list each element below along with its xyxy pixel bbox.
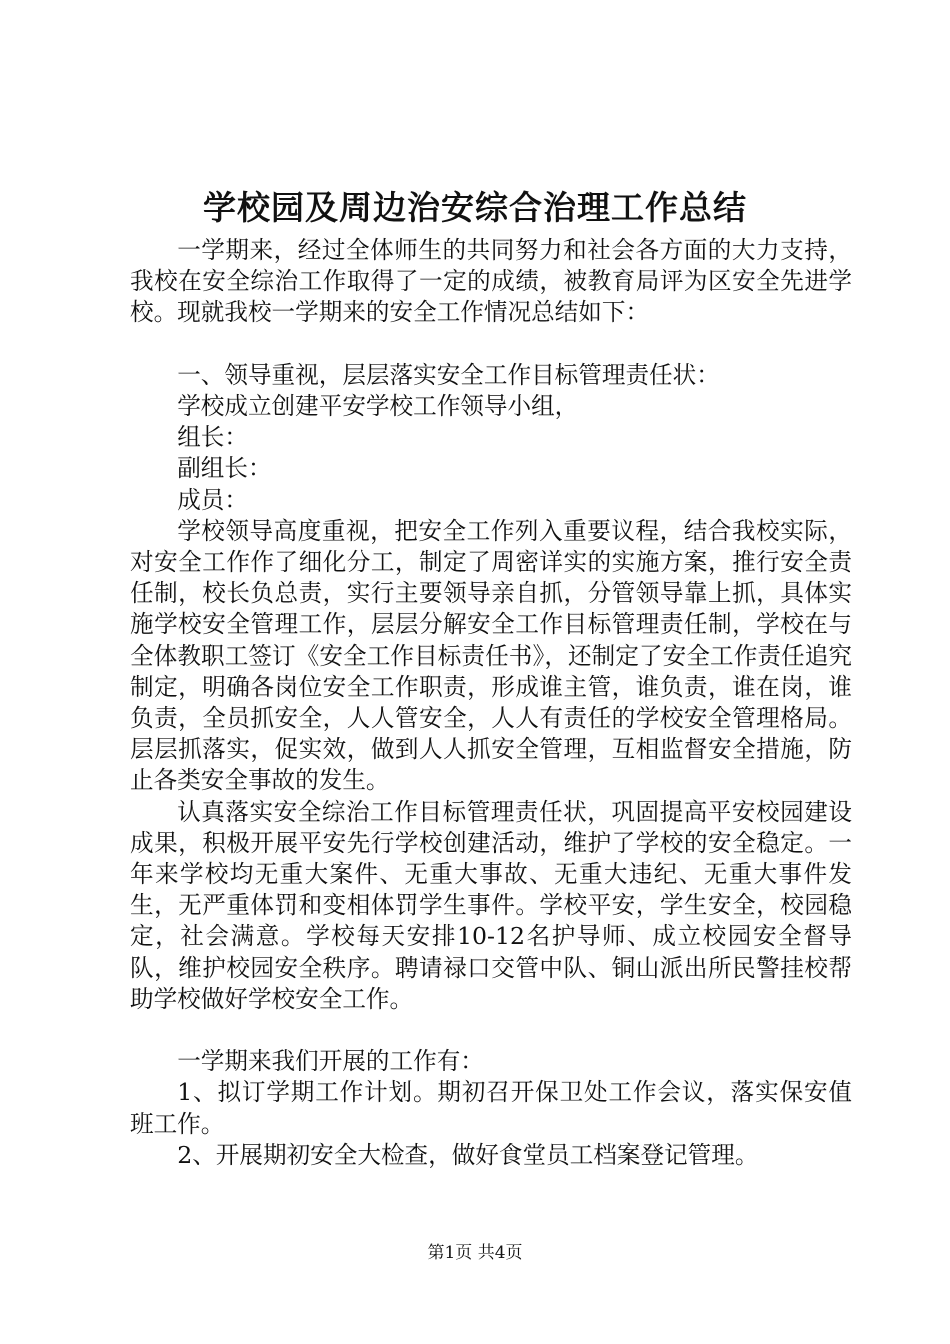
body-paragraph: 认真落实安全综治工作目标管理责任状，巩固提高平安校园建设成果，积极开展平安先行学校创建活动，维护了学校的安全稳定。一年来学校均无重大案件、无重大事故、无重大违纪、无重大事件发生，无严重体罚和变相体罚学生事件。学校平安，学生安全，校园稳定，社会满意。学校每天安排10-12名护导师、成立校园安全督导队，维护校园安全秩序。聘请禄口交管中队、铜山派出所民警挂校帮助学校做好学校安全工作。 [130,797,852,1013]
work-list-heading: 一学期来我们开展的工作有： [177,1047,484,1076]
paragraph-spacer [130,1015,852,1046]
section-heading: 一、领导重视，层层落实安全工作目标管理责任状： [177,360,720,389]
work-list-item: 1、拟订学期工作计划。期初召开保卫处工作会议，落实保安值班工作。 [130,1078,852,1138]
leadership-group-line: 学校成立创建平安学校工作领导小组， [177,392,579,420]
paragraph-spacer [130,329,852,360]
body-paragraph: 学校领导高度重视，把安全工作列入重要议程，结合我校实际，对安全工作作了细化分工，制定了周密详实的实施方案，推行安全责任制，校长负总责，实行主要领导亲自抓，分管领导靠上抓，具体实施学校安全管理工作，层层分解安全工作目标管理责任制，学校在与全体教职工签订《安全工作目标责任书》，还制定了安全工作责任追究制定，明确各岗位安全工作职责，形成谁主管，谁负责，谁在岗，谁负责，全员抓安全，人人管安全，人人有责任的学校安全管理格局。层层抓落实，促实效，做到人人抓安全管理，互相监督安全措施，防止各类安全事故的发生。 [130,516,852,795]
deputy-leader-line: 副组长： [177,454,272,483]
page-number-footer: 第1页 共4页 [427,1243,523,1263]
document-body [130,235,852,1171]
group-leader-line: 组长： [177,423,248,452]
members-line: 成员： [177,485,248,514]
work-list-item: 2、开展期初安全大检查，做好食堂员工档案登记管理。 [177,1140,759,1169]
intro-paragraph: 一学期来，经过全体师生的共同努力和社会各方面的大力支持，我校在安全综治工作取得了一定的成绩，被教育局评为区安全先进学校。现就我校一学期来的安全工作情况总结如下： [130,236,852,327]
document-title: 学校园及周边治安综合治理工作总结 [203,188,747,227]
